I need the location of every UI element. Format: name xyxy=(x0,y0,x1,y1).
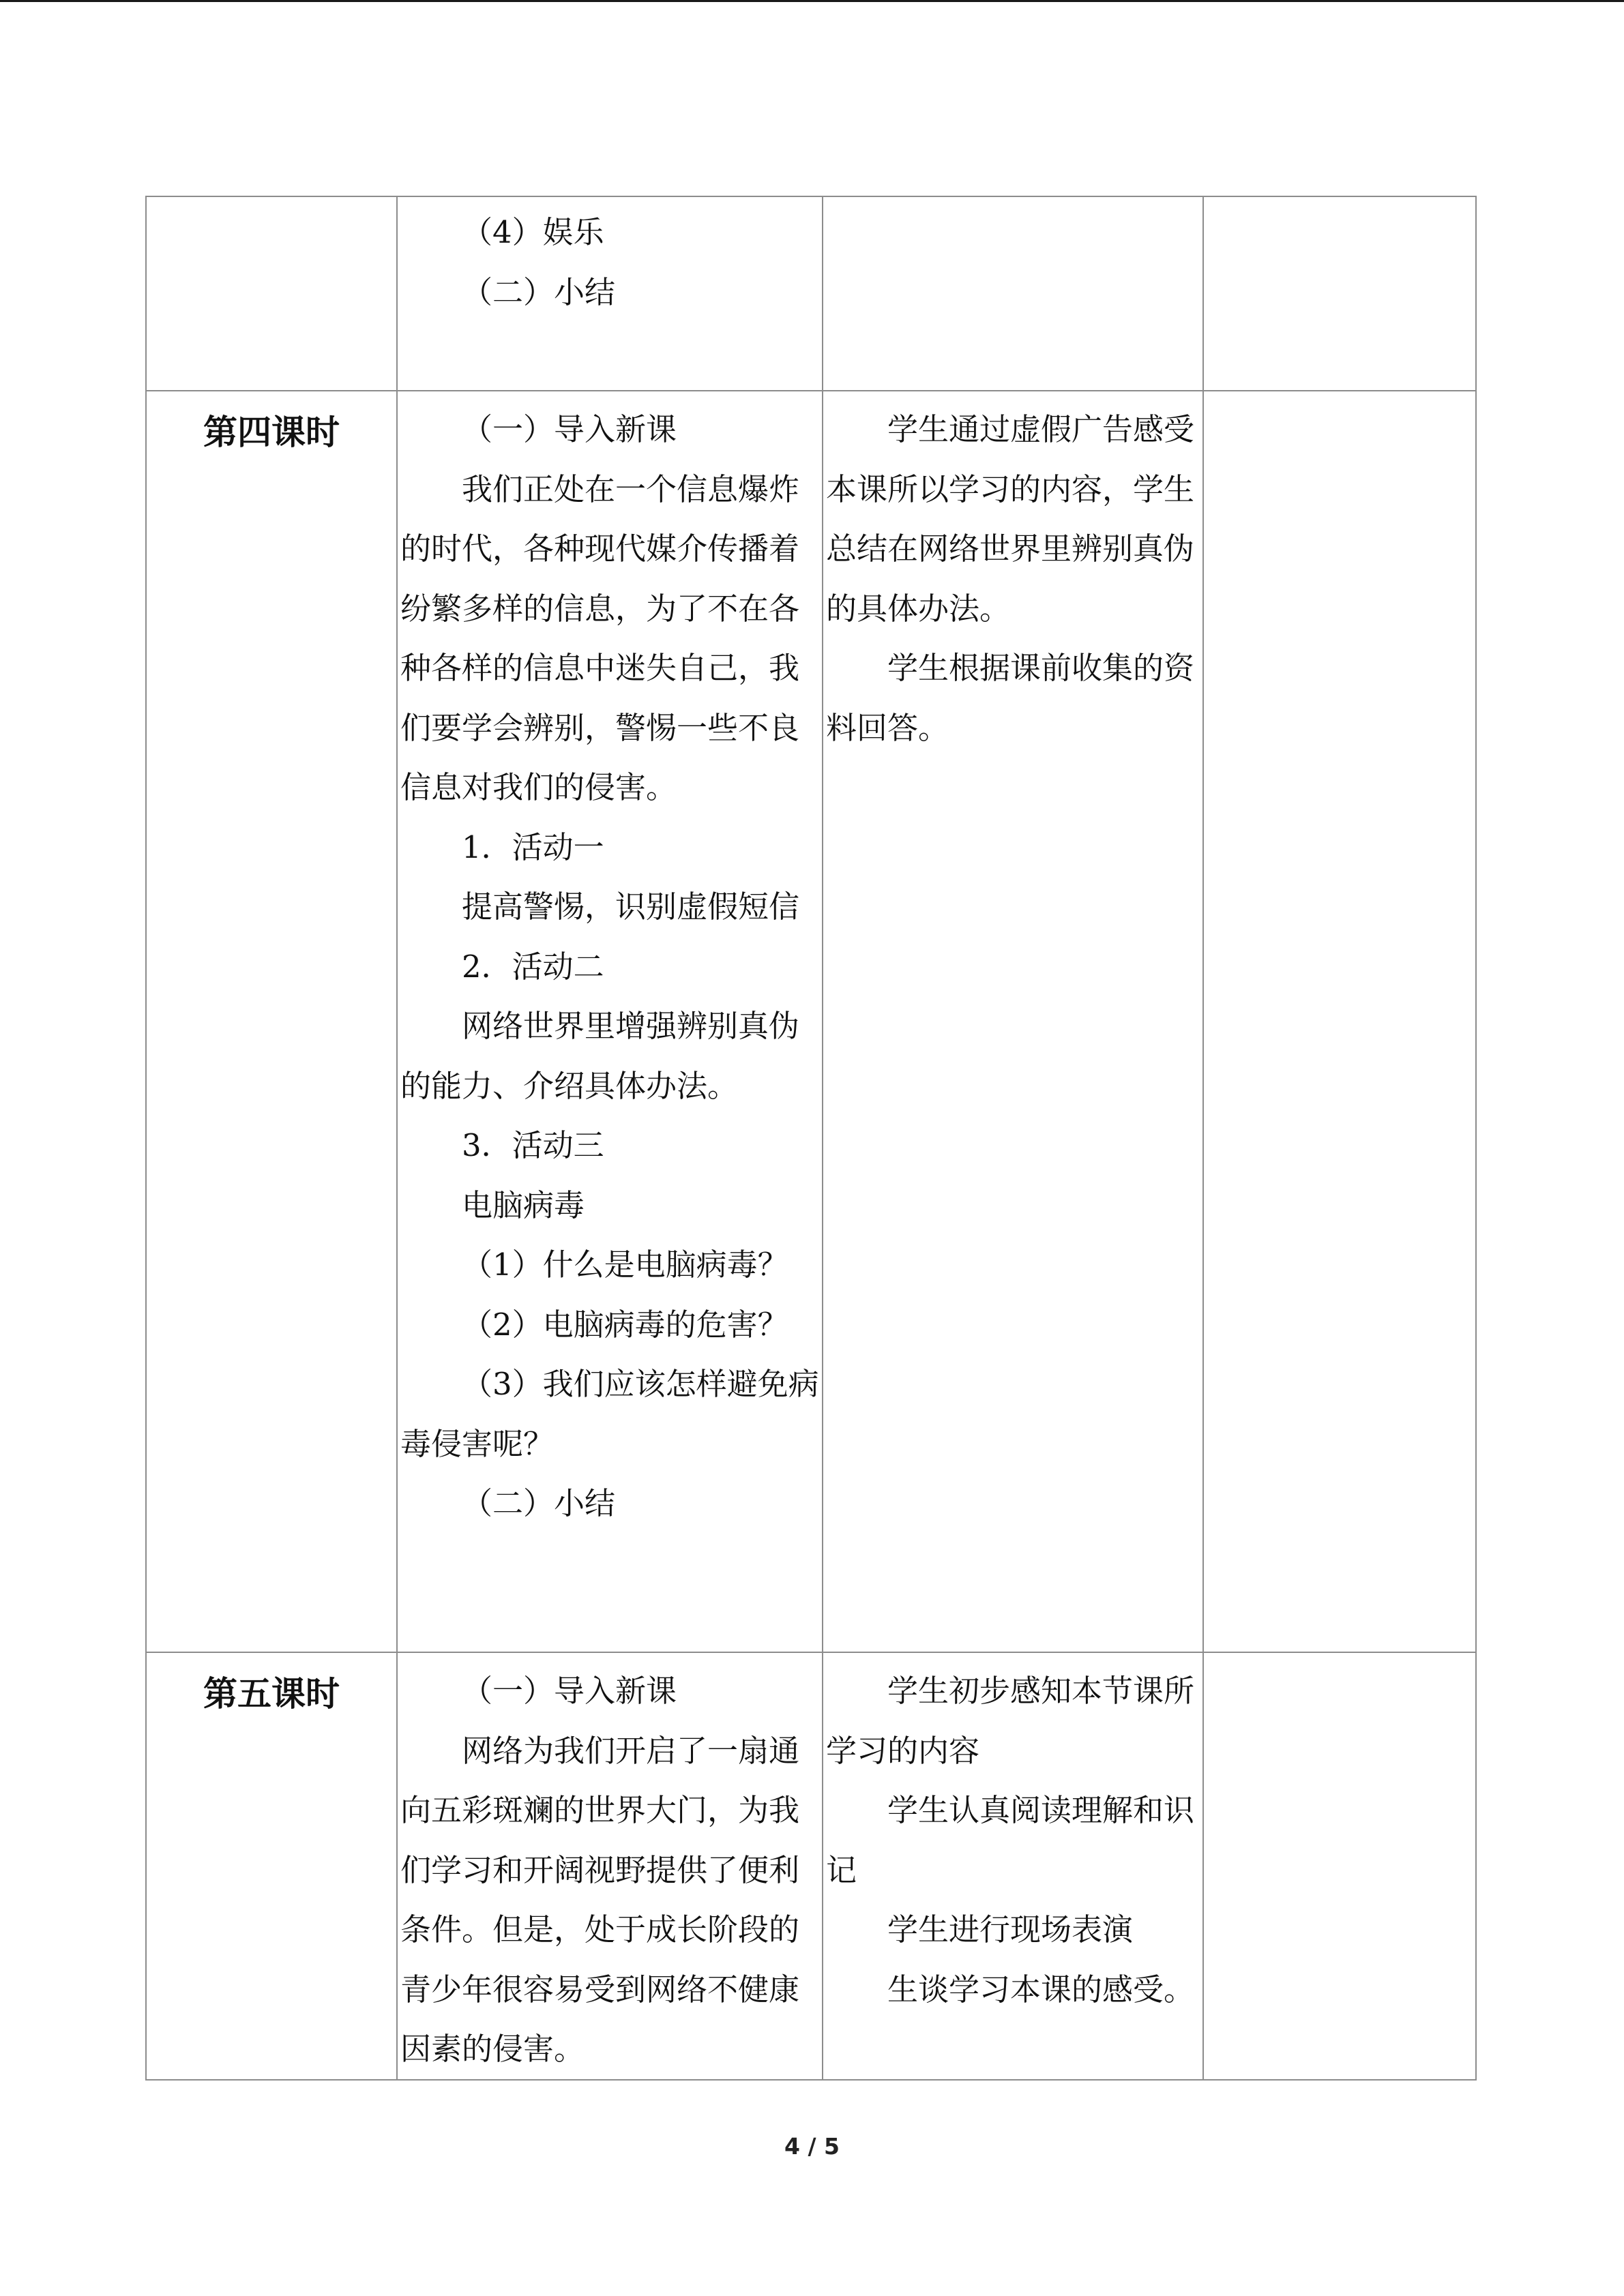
notes-cell xyxy=(1203,1652,1476,2080)
content-paragraph: 3．活动三 xyxy=(462,1127,604,1163)
content-paragraph: （1）什么是电脑病毒？ xyxy=(462,1247,788,1283)
period-label: 第五课时 xyxy=(203,1674,340,1714)
period-label: 第四课时 xyxy=(203,413,340,452)
period-cell xyxy=(146,391,397,1652)
content-paragraph: （二）小结 xyxy=(462,273,616,310)
table-row xyxy=(146,391,1476,1652)
content-cell xyxy=(397,1652,823,2080)
page-top-rule xyxy=(0,0,1624,2)
activity-paragraph: 学生进行现场表演 xyxy=(887,1911,1134,1948)
activity-paragraph: 学生认真阅读理解和识记 xyxy=(826,1792,1195,1888)
content-paragraph: 网络为我们开启了一扇通向五彩斑斓的世界大门，为我们学习和开阔视野提供了便利条件。但是，处于成长阶段的青少年很容易受到网络不健康因素的侵害。 xyxy=(400,1732,800,2067)
content-paragraph: 1．活动一 xyxy=(462,829,604,865)
period-cell xyxy=(146,196,397,391)
student-activity-cell xyxy=(823,1652,1203,2080)
table-row xyxy=(146,196,1476,391)
page-number: 4 / 5 xyxy=(784,2133,840,2160)
content-paragraph: 网络世界里增强辨别真伪的能力、介绍具体办法。 xyxy=(400,1008,800,1104)
content-paragraph: 提高警惕，识别虚假短信 xyxy=(462,889,800,925)
activity-paragraph: 学生根据课前收集的资料回答。 xyxy=(826,650,1195,746)
table-row xyxy=(146,1652,1476,2080)
content-paragraph: （一）导入新课 xyxy=(462,411,677,447)
content-cell xyxy=(397,391,823,1652)
content-paragraph: （4）娱乐 xyxy=(462,214,604,250)
content-paragraph: 2．活动二 xyxy=(462,948,604,985)
student-activity-cell xyxy=(823,196,1203,391)
content-cell xyxy=(397,196,823,391)
content-paragraph: 电脑病毒 xyxy=(462,1187,585,1223)
notes-cell xyxy=(1203,391,1476,1652)
activity-paragraph: 生谈学习本课的感受。 xyxy=(887,1971,1195,2008)
lesson-plan-table xyxy=(145,196,1477,2081)
content-paragraph: 我们正处在一个信息爆炸的时代，各种现代媒介传播着纷繁多样的信息，为了不在各种各样的信息中迷失自己，我们要学会辨别，警惕一些不良信息对我们的侵害。 xyxy=(400,471,800,805)
notes-cell xyxy=(1203,196,1476,391)
period-label xyxy=(147,197,396,216)
student-activity-cell xyxy=(823,391,1203,1652)
activity-paragraph: 学生通过虚假广告感受本课所以学习的内容，学生总结在网络世界里辨别真伪的具体办法。 xyxy=(826,411,1195,627)
content-paragraph: （二）小结 xyxy=(462,1485,616,1521)
activity-paragraph: 学生初步感知本节课所学习的内容 xyxy=(826,1673,1195,1769)
content-paragraph: （一）导入新课 xyxy=(462,1673,677,1709)
period-cell xyxy=(146,1652,397,2080)
content-paragraph: （2）电脑病毒的危害？ xyxy=(462,1306,788,1343)
content-paragraph: （3）我们应该怎样避免病毒侵害呢？ xyxy=(400,1366,819,1462)
